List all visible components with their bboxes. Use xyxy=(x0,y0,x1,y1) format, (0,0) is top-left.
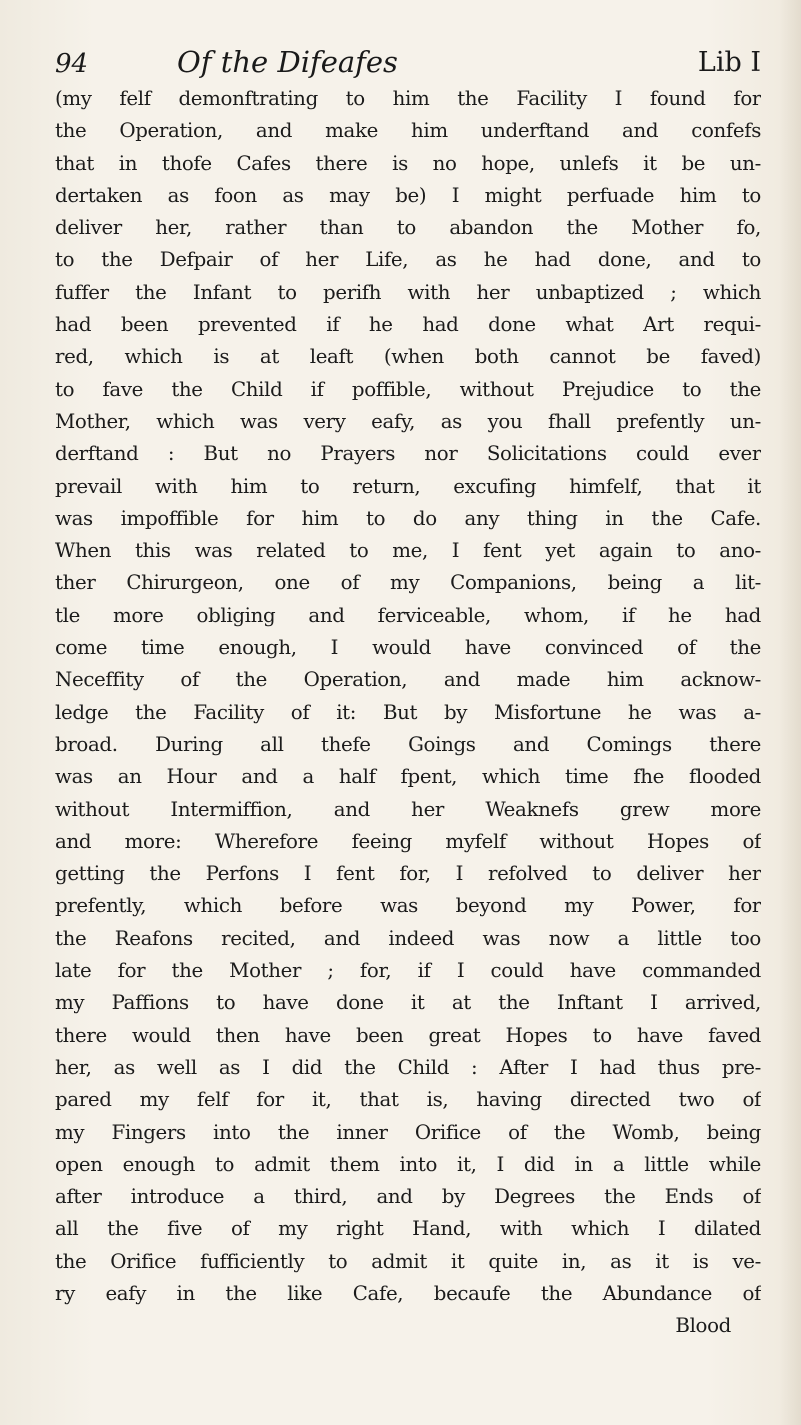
text-line: ry eafy in the like Cafe, becaufe the Abundance of xyxy=(55,1281,761,1305)
text-line: all the five of my right Hand, with which I dilated xyxy=(55,1217,761,1241)
text-line: fuffer the Infant to perifh with her unbaptized ; which xyxy=(55,280,761,304)
text-line: the Operation, and make him underftand and confefs xyxy=(55,119,761,143)
text-line: Mother, which was very eafy, as you fhall prefently un- xyxy=(55,409,761,433)
text-line: my Paffions to have done it at the Inftant I arrived, xyxy=(55,991,761,1015)
text-line: deliver her, rather than to abandon the Mother fo, xyxy=(55,216,761,240)
text-line: come time enough, I would have convinced of the xyxy=(55,636,761,660)
text-line: prevail with him to return, excufing himfelf, that it xyxy=(55,474,761,498)
text-line: the Orifice fufficiently to admit it quite in, as it is ve- xyxy=(55,1249,761,1273)
running-header xyxy=(55,43,761,79)
text-line: there would then have been great Hopes to have faved xyxy=(55,1023,761,1047)
body-text xyxy=(55,83,761,1343)
text-line: to fave the Child if poffible, without Prejudice to the xyxy=(55,377,761,401)
text-line: pared my felf for it, that is, having directed two of xyxy=(55,1088,761,1112)
text-line: red, which is at leaft (when both cannot be faved) xyxy=(55,345,761,369)
text-line: When this was related to me, I fent yet again to ano- xyxy=(55,539,761,563)
text-line: after introduce a third, and by Degrees the Ends of xyxy=(55,1185,761,1209)
text-line: was impoffible for him to do any thing in the Cafe. xyxy=(55,506,761,530)
page-number: 94 xyxy=(55,49,89,79)
text-line: ledge the Facility of it: But by Misfortune he was a- xyxy=(55,700,761,724)
text-line: to the Defpair of her Life, as he had done, and to xyxy=(55,248,761,272)
catchword: Blood xyxy=(675,1314,731,1338)
text-line: ther Chirurgeon, one of my Companions, being a lit- xyxy=(55,571,761,595)
text-line: Neceffity of the Operation, and made him acknow- xyxy=(55,668,761,692)
page-edge-shadow xyxy=(779,0,801,1425)
text-line: and more: Wherefore feeing myfelf without Hopes of xyxy=(55,829,761,853)
text-line: broad. During all thefe Goings and Comings there xyxy=(55,732,761,756)
text-line: (my felf demonftrating to him the Facility I found for xyxy=(55,87,761,110)
text-line: dertaken as foon as may be) I might perfuade him to xyxy=(55,183,761,207)
text-line: had been prevented if he had done what Art requi- xyxy=(55,313,761,337)
text-line: late for the Mother ; for, if I could have commanded xyxy=(55,959,761,983)
text-line: open enough to admit them into it, I did in a little while xyxy=(55,1152,761,1176)
running-title: Of the Difeafes xyxy=(177,45,398,79)
text-line: that in thofe Cafes there is no hope, unlefs it be un- xyxy=(55,151,761,175)
book-label: Lib I xyxy=(697,47,761,78)
text-line: tle more obliging and ferviceable, whom, if he had xyxy=(55,603,761,627)
text-line: derftand : But no Prayers nor Solicitations could ever xyxy=(55,442,761,466)
text-line: my Fingers into the inner Orifice of the Womb, being xyxy=(55,1120,761,1144)
text-line: was an Hour and a half fpent, which time fhe flooded xyxy=(55,765,761,789)
text-line: prefently, which before was beyond my Power, for xyxy=(55,894,761,918)
text-line: the Reafons recited, and indeed was now a little too xyxy=(55,926,761,950)
text-line: without Intermiffion, and her Weaknefs grew more xyxy=(55,797,761,821)
text-line: her, as well as I did the Child : After I had thus pre- xyxy=(55,1055,761,1079)
text-line: getting the Perfons I fent for, I refolved to deliver her xyxy=(55,862,761,886)
